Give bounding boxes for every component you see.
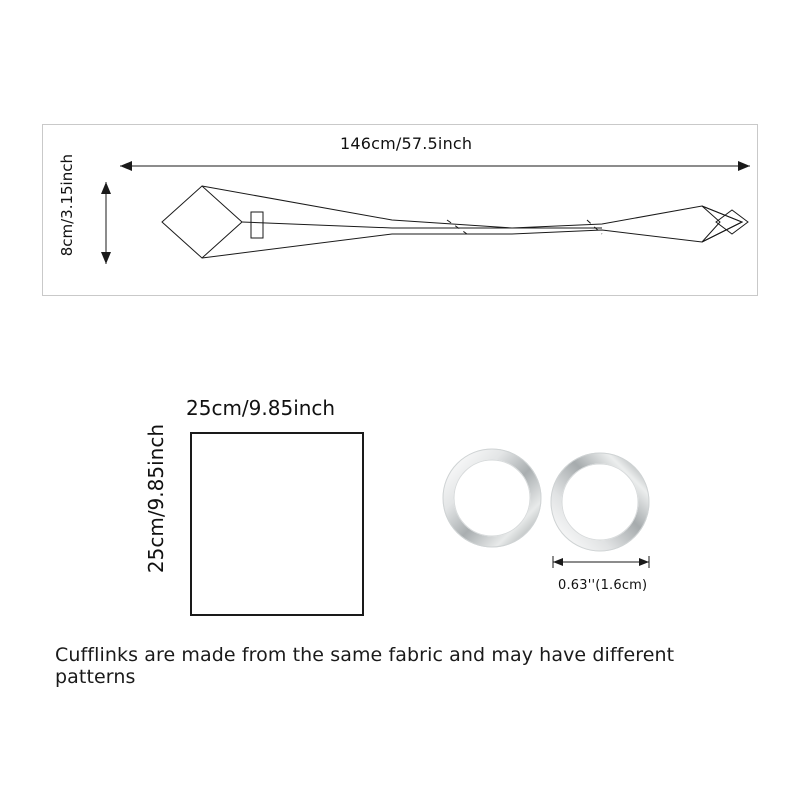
pocket-square-top-label: 25cm/9.85inch: [186, 396, 336, 420]
cufflink-right: [551, 453, 649, 551]
length-dimension-arrow: [120, 161, 750, 171]
pocket-square-side-label: 25cm/9.85inch: [144, 424, 168, 574]
cufflink-diameter-arrow: [553, 556, 649, 568]
cufflink-diameter-label: 0.63''(1.6cm): [558, 578, 648, 593]
cufflinks-drawing: [430, 440, 680, 600]
necktie-length-label: 146cm/57.5inch: [340, 134, 473, 153]
necktie-outline: [162, 186, 748, 258]
cufflink-left: [443, 449, 541, 547]
pocket-square-outline: [190, 432, 364, 616]
fabric-note: Cufflinks are made from the same fabric and may have different patterns: [55, 644, 675, 688]
necktie-width-label: 8cm/3.15inch: [58, 154, 76, 257]
width-dimension-arrow: [101, 182, 111, 264]
